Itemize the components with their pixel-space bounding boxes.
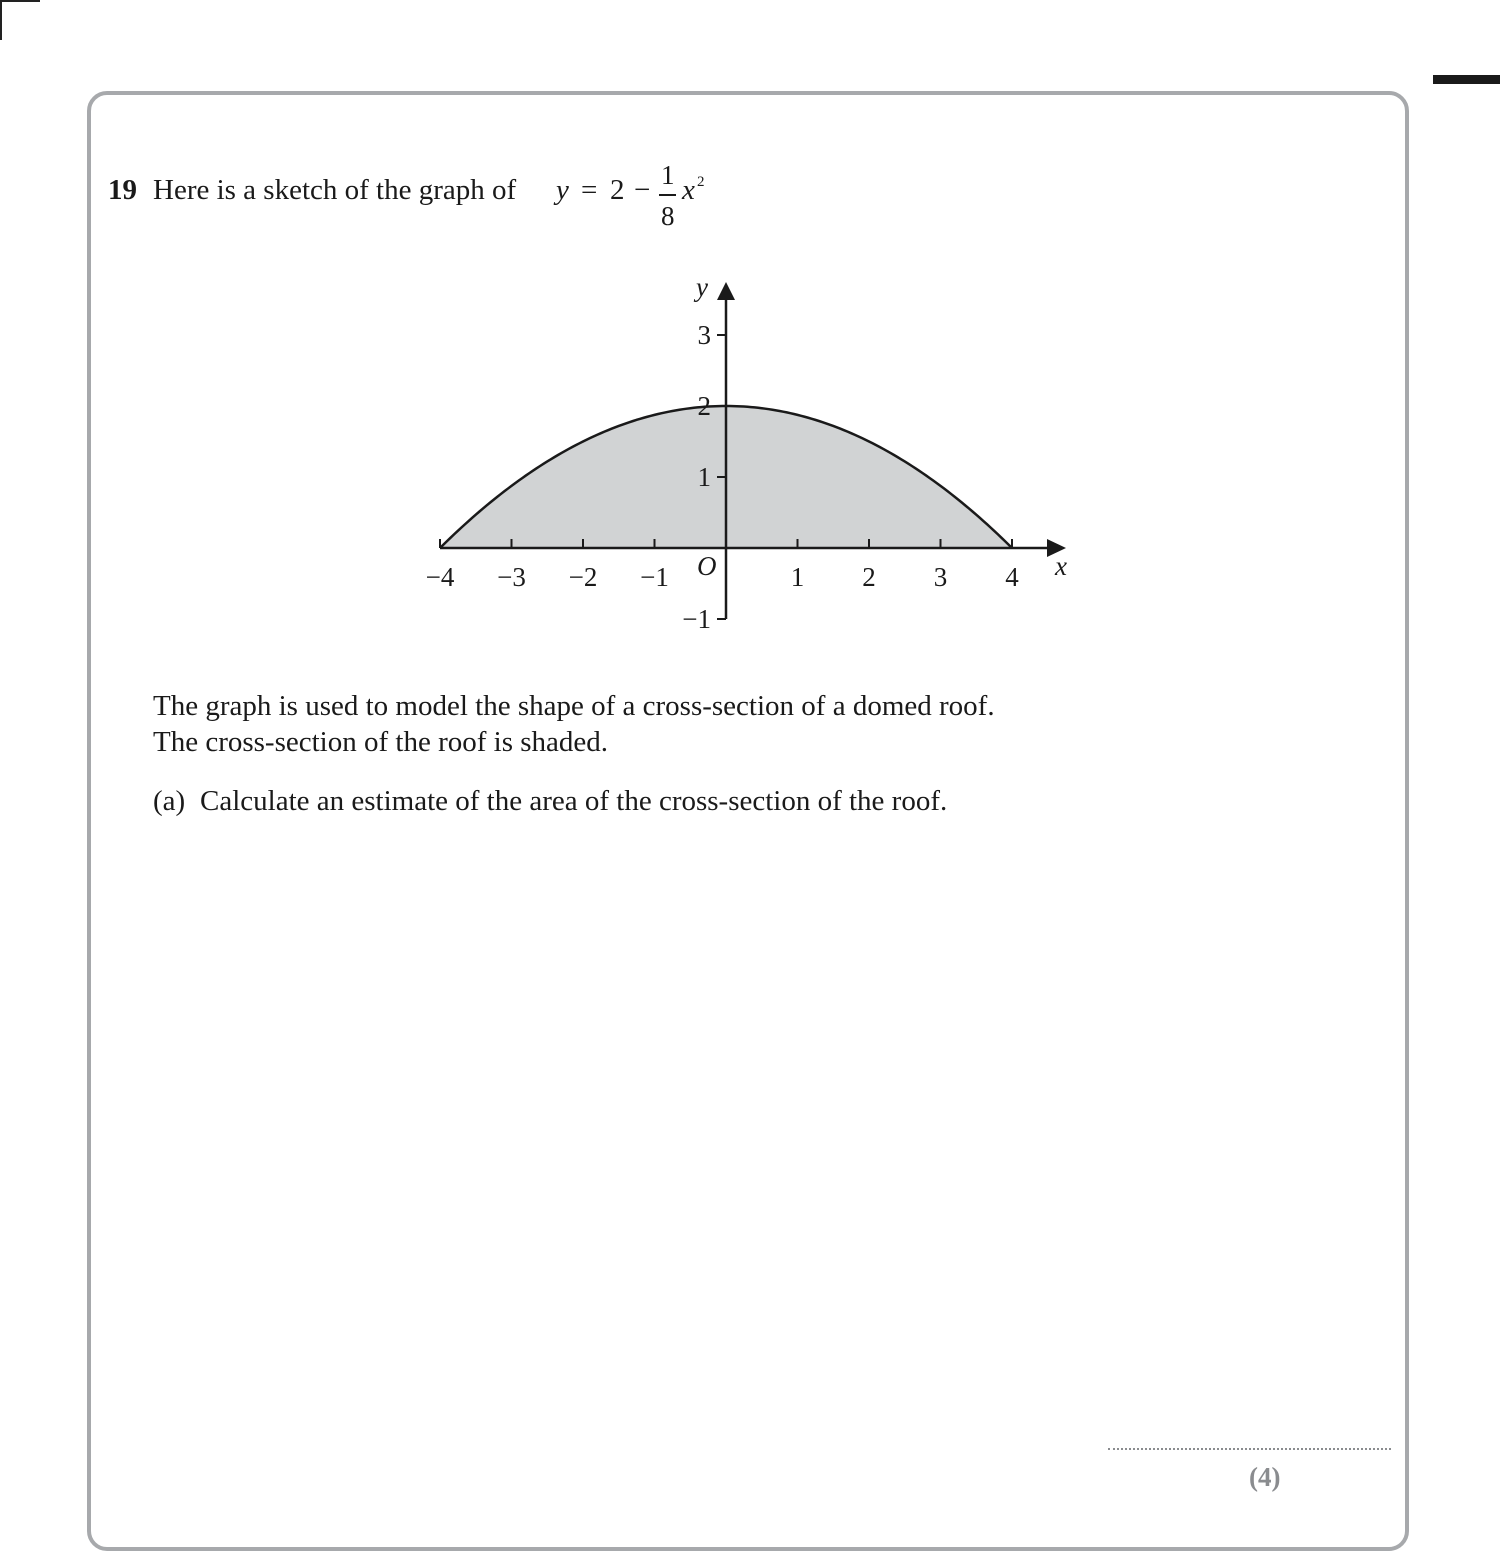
- origin-label: O: [697, 551, 717, 581]
- equation-exponent: 2: [697, 174, 705, 190]
- x-tick-label: −3: [497, 562, 526, 592]
- equation-lhs: y: [556, 174, 569, 206]
- x-axis-label: x: [1055, 551, 1067, 581]
- y-tick-label: 1: [697, 462, 711, 492]
- x-tick-label: 4: [1005, 562, 1019, 592]
- answer-line[interactable]: [1108, 1448, 1391, 1450]
- description-line-2: The cross-section of the roof is shaded.: [153, 726, 609, 758]
- y-tick-label: 3: [697, 320, 711, 350]
- y-tick-label: 2: [697, 391, 711, 421]
- part-a-text: Calculate an estimate of the area of the cross-section of the roof.: [200, 785, 948, 817]
- x-tick-label: 1: [790, 562, 805, 592]
- fraction-denominator: 8: [661, 201, 675, 231]
- equation-equals: =: [581, 174, 598, 206]
- description-line-1: The graph is used to model the shape of a cross-section of a domed roof.: [153, 690, 995, 722]
- equation-minus: −: [634, 174, 651, 206]
- y-tick-label: −1: [682, 604, 711, 634]
- equation-variable: x: [682, 174, 695, 206]
- x-tick-label: −1: [640, 562, 669, 592]
- parabola-graph: [0, 0, 1500, 700]
- y-axis-arrow: [717, 282, 735, 300]
- question-number: 19: [108, 174, 137, 206]
- part-a-label: (a): [153, 785, 186, 817]
- x-tick-label: −2: [568, 562, 598, 592]
- marks-badge: (4): [1249, 1462, 1281, 1492]
- x-tick-label: −4: [425, 562, 455, 592]
- x-tick-label: 2: [862, 562, 876, 592]
- y-axis-label: y: [696, 272, 708, 302]
- equation-constant: 2: [610, 174, 625, 206]
- fraction-numerator: 1: [661, 160, 675, 190]
- question-intro: Here is a sketch of the graph of: [153, 174, 517, 206]
- x-tick-label: 3: [933, 562, 948, 592]
- part-a-question: [153, 785, 947, 818]
